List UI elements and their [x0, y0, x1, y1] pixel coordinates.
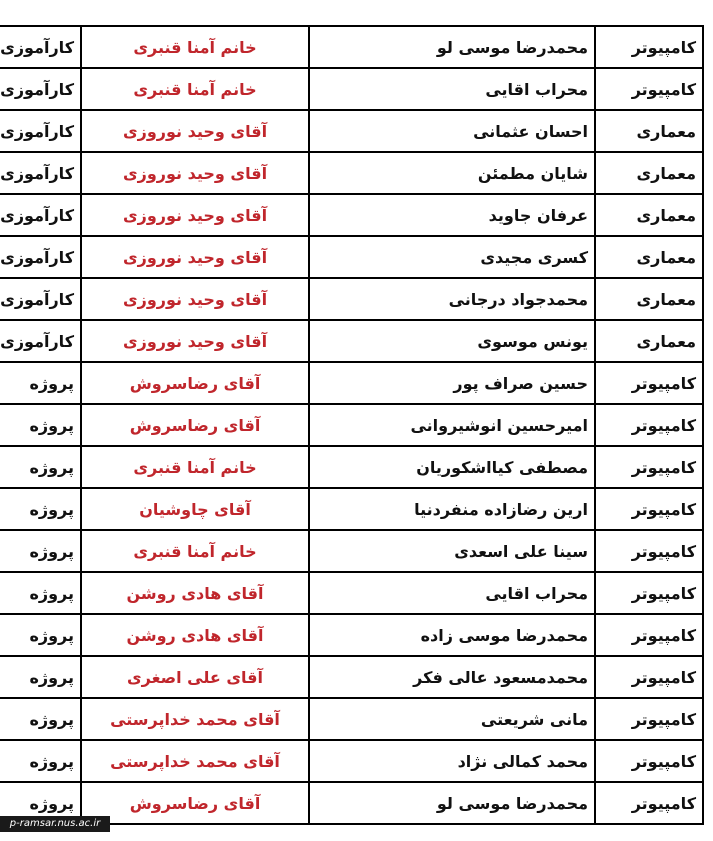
- instructor-cell: آقای وحید نوروزی: [81, 194, 309, 236]
- course-type-cell: کارآموزی: [0, 236, 81, 278]
- course-type-cell: کارآموزی: [0, 278, 81, 320]
- instructor-cell: آقای رضاسروش: [81, 404, 309, 446]
- table-row: [0, 698, 703, 740]
- course-type-cell: پروژه: [0, 530, 81, 572]
- instructor-cell: آقای هادی روشن: [81, 614, 309, 656]
- instructor-cell: آقای هادی روشن: [81, 572, 309, 614]
- course-type-cell: پروژه: [0, 782, 81, 824]
- course-type-cell: پروژه: [0, 488, 81, 530]
- table-row: [0, 236, 703, 278]
- course-type-cell: کارآموزی: [0, 320, 81, 362]
- student-name-cell: حسین صراف پور: [309, 362, 595, 404]
- field-cell: کامپیوتر: [595, 698, 703, 740]
- assignment-table: [0, 25, 704, 825]
- course-type-cell: پروژه: [0, 656, 81, 698]
- student-name-cell: مانی شریعتی: [309, 698, 595, 740]
- instructor-cell: آقای وحید نوروزی: [81, 110, 309, 152]
- table-row: [0, 152, 703, 194]
- table-row: [0, 110, 703, 152]
- course-type-cell: کارآموزی: [0, 194, 81, 236]
- instructor-cell: آقای رضاسروش: [81, 362, 309, 404]
- instructor-cell: آقای وحید نوروزی: [81, 236, 309, 278]
- site-watermark: p-ramsar.nus.ac.ir: [0, 816, 110, 832]
- course-type-cell: پروژه: [0, 698, 81, 740]
- student-name-cell: محمدجواد درجانی: [309, 278, 595, 320]
- student-name-cell: مصطفی کیااشکوریان: [309, 446, 595, 488]
- field-cell: کامپیوتر: [595, 572, 703, 614]
- table-row: [0, 530, 703, 572]
- student-name-cell: محمدرضا موسی زاده: [309, 614, 595, 656]
- course-type-cell: کارآموزی: [0, 26, 81, 68]
- instructor-cell: آقای رضاسروش: [81, 782, 309, 824]
- course-type-cell: پروژه: [0, 446, 81, 488]
- student-name-cell: محمدمسعود عالی فکر: [309, 656, 595, 698]
- student-name-cell: شایان مطمئن: [309, 152, 595, 194]
- table-row: [0, 656, 703, 698]
- student-name-cell: محمدرضا موسی لو: [309, 26, 595, 68]
- instructor-cell: آقای علی اصغری: [81, 656, 309, 698]
- instructor-cell: آقای وحید نوروزی: [81, 320, 309, 362]
- field-cell: کامپیوتر: [595, 614, 703, 656]
- field-cell: معماری: [595, 110, 703, 152]
- student-name-cell: کسری مجیدی: [309, 236, 595, 278]
- instructor-cell: خانم آمنا قنبری: [81, 530, 309, 572]
- table-row: [0, 572, 703, 614]
- course-type-cell: کارآموزی: [0, 68, 81, 110]
- table-row: [0, 740, 703, 782]
- field-cell: معماری: [595, 278, 703, 320]
- instructor-cell: آقای چاوشیان: [81, 488, 309, 530]
- instructor-cell: آقای وحید نوروزی: [81, 152, 309, 194]
- field-cell: کامپیوتر: [595, 782, 703, 824]
- table-row: [0, 446, 703, 488]
- table-body: [0, 26, 703, 824]
- student-name-cell: عرفان جاوید: [309, 194, 595, 236]
- table-row: [0, 404, 703, 446]
- field-cell: کامپیوتر: [595, 404, 703, 446]
- student-name-cell: احسان عثمانی: [309, 110, 595, 152]
- table-row: [0, 194, 703, 236]
- field-cell: کامپیوتر: [595, 26, 703, 68]
- instructor-cell: آقای محمد خداپرستی: [81, 698, 309, 740]
- field-cell: معماری: [595, 194, 703, 236]
- field-cell: کامپیوتر: [595, 68, 703, 110]
- field-cell: کامپیوتر: [595, 488, 703, 530]
- student-name-cell: محمد کمالی نژاد: [309, 740, 595, 782]
- field-cell: کامپیوتر: [595, 656, 703, 698]
- student-name-cell: ارین رضازاده منفردنیا: [309, 488, 595, 530]
- field-cell: کامپیوتر: [595, 362, 703, 404]
- student-name-cell: امیرحسین انوشیروانی: [309, 404, 595, 446]
- table-row: [0, 320, 703, 362]
- table-row: [0, 488, 703, 530]
- course-type-cell: کارآموزی: [0, 110, 81, 152]
- field-cell: معماری: [595, 236, 703, 278]
- course-type-cell: پروژه: [0, 614, 81, 656]
- table-row: [0, 68, 703, 110]
- table-row: [0, 362, 703, 404]
- document-sheet: [0, 25, 704, 825]
- instructor-cell: آقای وحید نوروزی: [81, 278, 309, 320]
- instructor-cell: آقای محمد خداپرستی: [81, 740, 309, 782]
- instructor-cell: خانم آمنا قنبری: [81, 68, 309, 110]
- student-name-cell: محراب اقایی: [309, 572, 595, 614]
- table-row: [0, 614, 703, 656]
- course-type-cell: پروژه: [0, 362, 81, 404]
- course-type-cell: پروژه: [0, 572, 81, 614]
- field-cell: معماری: [595, 152, 703, 194]
- table-row: [0, 278, 703, 320]
- student-name-cell: محراب اقایی: [309, 68, 595, 110]
- student-name-cell: یونس موسوی: [309, 320, 595, 362]
- table-row: [0, 26, 703, 68]
- instructor-cell: خانم آمنا قنبری: [81, 446, 309, 488]
- course-type-cell: پروژه: [0, 740, 81, 782]
- course-type-cell: کارآموزی: [0, 152, 81, 194]
- field-cell: کامپیوتر: [595, 446, 703, 488]
- field-cell: کامپیوتر: [595, 530, 703, 572]
- course-type-cell: پروژه: [0, 404, 81, 446]
- field-cell: کامپیوتر: [595, 740, 703, 782]
- student-name-cell: محمدرضا موسی لو: [309, 782, 595, 824]
- student-name-cell: سینا علی اسعدی: [309, 530, 595, 572]
- instructor-cell: خانم آمنا قنبری: [81, 26, 309, 68]
- field-cell: معماری: [595, 320, 703, 362]
